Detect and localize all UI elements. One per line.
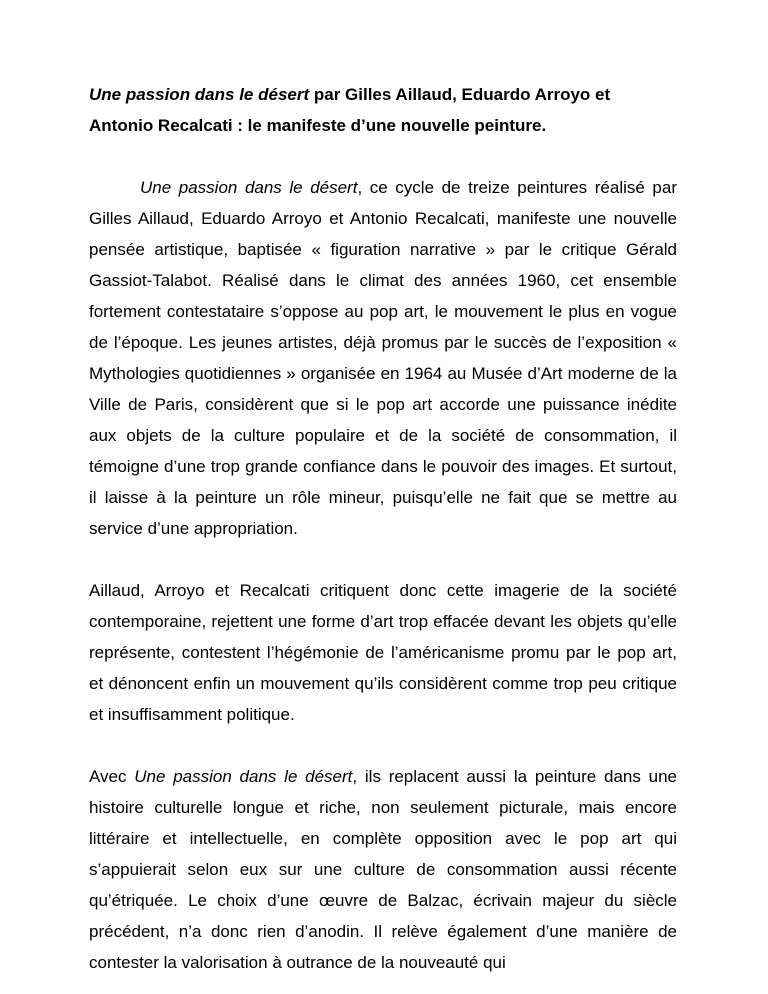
paragraph-3 <box>89 761 677 978</box>
paragraph-3-before: Avec <box>89 767 135 786</box>
document-page <box>89 79 677 978</box>
paragraph-2 <box>89 575 677 730</box>
title-italic-work: Une passion dans le désert <box>89 85 310 104</box>
paragraph-1 <box>89 172 677 544</box>
document-title <box>89 79 677 141</box>
paragraph-2-text: Aillaud, Arroyo et Recalcati critiquent donc cette imagerie de la société contemporaine, rejettent une forme d’art trop effacée devant les objets qu’elle représente, contestent l’hégémonie de l’américanisme promu par le pop art, et dénoncent enfin un mouvement qu’ils considèrent comme trop peu critique et insuffisamment politique. <box>89 581 677 724</box>
title-rest: par Gilles Aillaud, Eduardo Arroyo et Antonio Recalcati : le manifeste d’une nouvelle peinture. <box>89 85 611 135</box>
paragraph-1-italic-work: Une passion dans le désert <box>140 178 358 197</box>
paragraph-1-text: , ce cycle de treize peintures réalisé par Gilles Aillaud, Eduardo Arroyo et Antonio Recalcati, manifeste une nouvelle pensée artistique, baptisée « figuration narrative » par le critique Gérald Gassiot-Talabot. Réalisé dans le climat des années 1960, cet ensemble fortement contestataire s’oppose au pop art, le mouvement le plus en vogue de l’époque. Les jeunes artistes, déjà promus par le succès de l’exposition « Mythologies quotidiennes » organisée en 1964 au Musée d’Art moderne de la Ville de Paris, considèrent que si le pop art accorde une puissance inédite aux objets de la culture populaire et de la société de consommation, il témoigne d’une trop grande confiance dans le pouvoir des images. Et surtout, il laisse à la peinture un rôle mineur, puisqu’elle ne fait que se mettre au service d’une appropriation. <box>89 178 677 538</box>
paragraph-3-italic-work: Une passion dans le désert <box>134 767 353 786</box>
paragraph-3-text: , ils replacent aussi la peinture dans une histoire culturelle longue et riche, non seulement picturale, mais encore littéraire et intellectuelle, en complète opposition avec le pop art qui s’appuierait selon eux sur une culture de consommation aussi récente qu’étriquée. Le choix d’une œuvre de Balzac, écrivain majeur du siècle précédent, n’a donc rien d’anodin. Il relève également d’une manière de contester la valorisation à outrance de la nouveauté qui <box>89 767 677 972</box>
